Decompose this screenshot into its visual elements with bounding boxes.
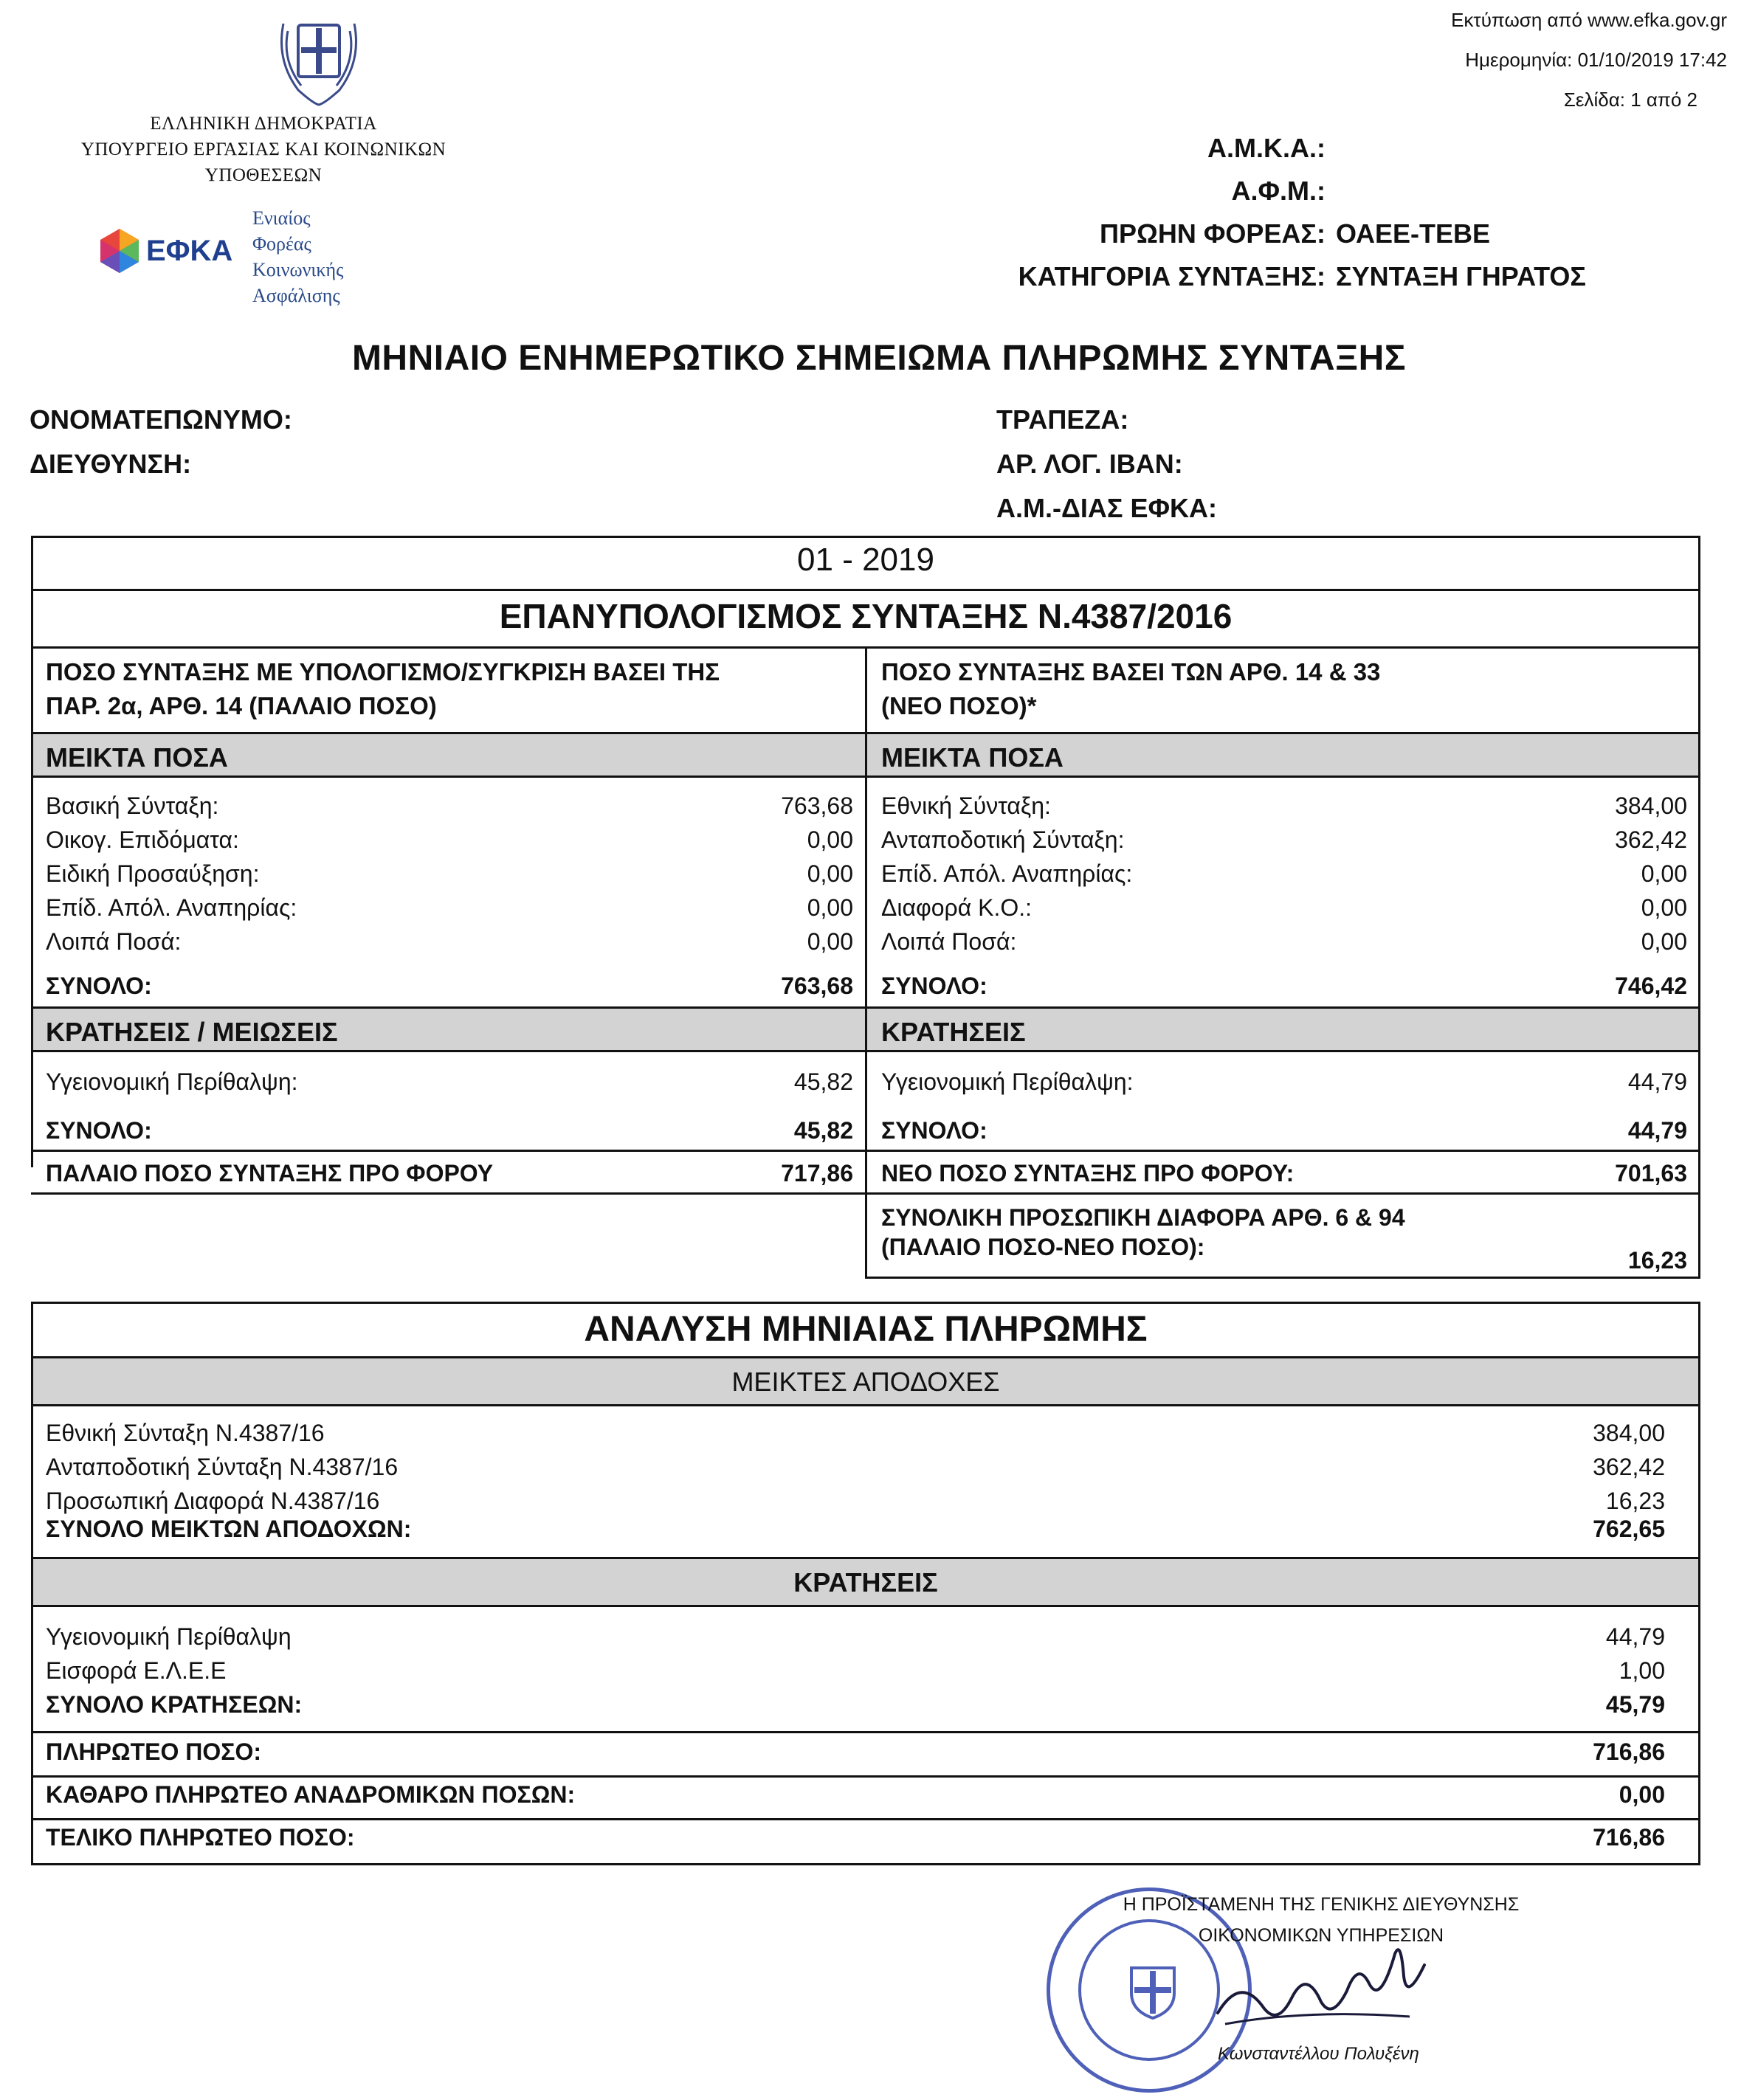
gross-earnings-total-value: 762,65 xyxy=(1593,1516,1665,1542)
old-deductions-total-value: 45,82 xyxy=(793,1117,853,1144)
signatory-title: Η ΠΡΟΪΣΤΑΜΕΝΗ ΤΗΣ ΓΕΝΙΚΗΣ ΔΙΕΥΘΥΝΣΗΣ ΟΙΚΟΝΟΜΙΚΩΝ ΥΠΗΡΕΣΙΩΝ xyxy=(1123,1894,1520,1946)
old-gross-row-label: Επίδ. Απόλ. Αναπηρίας: xyxy=(46,894,297,921)
new-gross-row-value: 362,42 xyxy=(1615,826,1687,853)
new-amount-header: ΠΟΣΟ ΣΥΝΤΑΞΗΣ ΒΑΣΕΙ ΤΩΝ ΑΡΘ. 14 & 33 (ΝΕΟ ΠΟΣΟ)* xyxy=(881,658,1381,719)
iban-label: ΑΡ. ΛΟΓ. IBAN: xyxy=(996,449,1183,479)
old-gross-row-label: Ειδική Προσαύξηση: xyxy=(46,860,260,887)
gross-earnings-row-label: Εθνική Σύνταξη Ν.4387/16 xyxy=(46,1420,325,1446)
new-gross-row-value: 384,00 xyxy=(1615,792,1687,819)
deductions-total-value: 45,79 xyxy=(1605,1691,1665,1718)
new-deductions-total-value: 44,79 xyxy=(1627,1117,1687,1144)
new-gross-row-label: Εθνική Σύνταξη: xyxy=(881,792,1051,819)
efka-logo-word: ΕΦΚΑ xyxy=(146,235,233,267)
old-gross-row-label: Βασική Σύνταξη: xyxy=(46,792,219,819)
final-payable-label: ΤΕΛΙΚΟ ΠΛΗΡΩΤΕΟ ΠΟΣΟ: xyxy=(46,1824,355,1851)
gov-line-2: ΥΠΟΥΡΓΕΙΟ ΕΡΓΑΣΙΑΣ ΚΑΙ ΚΟΙΝΩΝΙΚΩΝ xyxy=(80,139,447,159)
new-gross-total-value: 746,42 xyxy=(1615,973,1687,999)
efka-registry-label: Α.Μ.-ΔΙΑΣ ΕΦΚΑ: xyxy=(996,493,1218,523)
address-label: ΔΙΕΥΘΥΝΣΗ: xyxy=(30,449,192,479)
gross-earnings-row-value: 384,00 xyxy=(1593,1420,1665,1446)
gross-earnings-row-value: 16,23 xyxy=(1605,1488,1665,1514)
new-health-label: Υγειονομική Περίθαλψη: xyxy=(881,1068,1134,1095)
efka-description: Ενιαίος Φορέας Κοινωνικής Ασφάλισης xyxy=(252,207,344,306)
new-deductions-heading: ΚΡΑΤΗΣΕΙΣ xyxy=(881,1017,1026,1047)
new-net-label: ΝΕΟ ΠΟΣΟ ΣΥΝΤΑΞΗΣ ΠΡΟ ΦΟΡΟΥ: xyxy=(881,1160,1295,1187)
new-gross-heading: ΜΕΙΚΤΑ ΠΟΣΑ xyxy=(881,742,1064,773)
pension-category-value: ΣΥΝΤΑΞΗ ΓΗΡΑΤΟΣ xyxy=(1336,261,1587,291)
gov-line-1: ΕΛΛΗΝΙΚΗ ΔΗΜΟΚΡΑΤΙΑ xyxy=(150,114,377,134)
final-payable-value: 716,86 xyxy=(1593,1824,1665,1851)
new-gross-row-value: 0,00 xyxy=(1641,894,1687,921)
old-health-value: 45,82 xyxy=(793,1068,853,1095)
former-fund-value: ΟΑΕΕ-ΤΕΒΕ xyxy=(1336,218,1491,249)
new-health-value: 44,79 xyxy=(1627,1068,1687,1095)
new-gross-row-value: 0,00 xyxy=(1641,928,1687,955)
old-gross-row-value: 763,68 xyxy=(781,792,853,819)
deduction-row-value: 1,00 xyxy=(1619,1657,1665,1684)
old-gross-row-value: 0,00 xyxy=(807,860,853,887)
personal-difference-label: ΣΥΝΟΛΙΚΗ ΠΡΟΣΩΠΙΚΗ ΔΙΑΦΟΡΑ ΑΡΘ. 6 & 94 (ΠΑΛΑΙΟ ΠΟΣΟ-ΝΕΟ ΠΟΣΟ): xyxy=(881,1204,1405,1260)
signatory-name: Κωνσταντέλλου Πολυξένη xyxy=(1218,2044,1419,2064)
print-date: Ημερομηνία: 01/10/2019 17:42 xyxy=(1465,49,1727,71)
new-gross-row-label: Διαφορά Κ.Ο.: xyxy=(881,894,1033,921)
pension-category-label: ΚΑΤΗΓΟΡΙΑ ΣΥΝΤΑΞΗΣ: xyxy=(1018,261,1326,291)
new-gross-total-label: ΣΥΝΟΛΟ: xyxy=(881,973,987,999)
amka-label: Α.Μ.Κ.Α.: xyxy=(1207,133,1326,163)
printed-from: Εκτύπωση από www.efka.gov.gr xyxy=(1451,9,1727,31)
former-fund-label: ΠΡΩΗΝ ΦΟΡΕΑΣ: xyxy=(1099,218,1326,249)
old-health-label: Υγειονομική Περίθαλψη: xyxy=(46,1068,298,1095)
page-number: Σελίδα: 1 από 2 xyxy=(1563,89,1697,111)
old-deductions-total-label: ΣΥΝΟΛΟ: xyxy=(46,1117,152,1144)
old-gross-row-value: 0,00 xyxy=(807,826,853,853)
old-gross-total-value: 763,68 xyxy=(781,973,853,999)
signature-icon xyxy=(1210,1932,1432,2042)
period: 01 - 2019 xyxy=(797,542,934,578)
deductions-total-label: ΣΥΝΟΛΟ ΚΡΑΤΗΣΕΩΝ: xyxy=(46,1691,303,1718)
payable-value: 716,86 xyxy=(1593,1738,1665,1765)
old-gross-row-value: 0,00 xyxy=(807,894,853,921)
old-gross-row-value: 0,00 xyxy=(807,928,853,955)
recalculation-heading: ΕΠΑΝΥΠΟΛΟΓΙΣΜΟΣ ΣΥΝΤΑΞΗΣ Ν.4387/2016 xyxy=(499,597,1233,635)
deduction-row-label: Εισφορά Ε.Λ.Ε.Ε xyxy=(46,1657,227,1684)
gross-earnings-heading: ΜΕΙΚΤΕΣ ΑΠΟΔΟΧΕΣ xyxy=(731,1367,1000,1397)
payment-deductions-heading: ΚΡΑΤΗΣΕΙΣ xyxy=(793,1567,938,1598)
personal-difference-value: 16,23 xyxy=(1627,1247,1687,1274)
gov-line-3: ΥΠΟΘΕΣΕΩΝ xyxy=(204,165,323,185)
deduction-row-label: Υγειονομική Περίθαλψη xyxy=(46,1623,292,1650)
old-gross-row-label: Οικογ. Επιδόματα: xyxy=(46,826,239,853)
gross-earnings-row-value: 362,42 xyxy=(1593,1454,1665,1480)
gross-earnings-row-label: Ανταποδοτική Σύνταξη Ν.4387/16 xyxy=(46,1454,399,1480)
new-net-value: 701,63 xyxy=(1615,1160,1687,1187)
new-gross-row-value: 0,00 xyxy=(1641,860,1687,887)
new-gross-row-label: Λοιπά Ποσά: xyxy=(881,928,1017,955)
afm-label: Α.Φ.Μ.: xyxy=(1231,176,1326,206)
retroactive-label: ΚΑΘΑΡΟ ΠΛΗΡΩΤΕΟ ΑΝΑΔΡΟΜΙΚΩΝ ΠΟΣΩΝ: xyxy=(46,1781,576,1808)
old-net-value: 717,86 xyxy=(781,1160,853,1187)
gross-earnings-row-label: Προσωπική Διαφορά Ν.4387/16 xyxy=(46,1488,380,1514)
fullname-label: ΟΝΟΜΑΤΕΠΩΝΥΜΟ: xyxy=(30,404,292,435)
old-deductions-heading: ΚΡΑΤΗΣΕΙΣ / ΜΕΙΩΣΕΙΣ xyxy=(46,1017,338,1047)
payable-label: ΠΛΗΡΩΤΕΟ ΠΟΣΟ: xyxy=(46,1738,261,1765)
new-deductions-total-label: ΣΥΝΟΛΟ: xyxy=(881,1117,987,1144)
page-title: ΜΗΝΙΑΙΟ ΕΝΗΜΕΡΩΤΙΚΟ ΣΗΜΕΙΩΜΑ ΠΛΗΡΩΜΗΣ ΣΥΝΤΑΞΗΣ xyxy=(351,339,1407,378)
gross-earnings-total-label: ΣΥΝΟΛΟ ΜΕΙΚΤΩΝ ΑΠΟΔΟΧΩΝ: xyxy=(46,1516,412,1542)
deduction-row-value: 44,79 xyxy=(1605,1623,1665,1650)
new-gross-row-label: Επίδ. Απόλ. Αναπηρίας: xyxy=(881,860,1133,887)
bank-label: ΤΡΑΠΕΖΑ: xyxy=(996,404,1129,435)
old-net-label: ΠΑΛΑΙΟ ΠΟΣΟ ΣΥΝΤΑΞΗΣ ΠΡΟ ΦΟΡΟΥ xyxy=(46,1160,494,1187)
retroactive-value: 0,00 xyxy=(1619,1781,1665,1808)
old-gross-total-label: ΣΥΝΟΛΟ: xyxy=(46,973,152,999)
old-amount-header: ΠΟΣΟ ΣΥΝΤΑΞΗΣ ΜΕ ΥΠΟΛΟΓΙΣΜΟ/ΣΥΓΚΡΙΣΗ ΒΑΣΕΙ ΤΗΣ ΠΑΡ. 2α, ΑΡΘ. 14 (ΠΑΛΑΙΟ ΠΟΣΟ) xyxy=(46,658,720,719)
new-gross-row-label: Ανταποδοτική Σύνταξη: xyxy=(881,826,1125,853)
old-gross-row-label: Λοιπά Ποσά: xyxy=(46,928,182,955)
old-gross-heading: ΜΕΙΚΤΑ ΠΟΣΑ xyxy=(46,742,228,773)
payment-heading: ΑΝΑΛΥΣΗ ΜΗΝΙΑΙΑΣ ΠΛΗΡΩΜΗΣ xyxy=(584,1310,1148,1349)
